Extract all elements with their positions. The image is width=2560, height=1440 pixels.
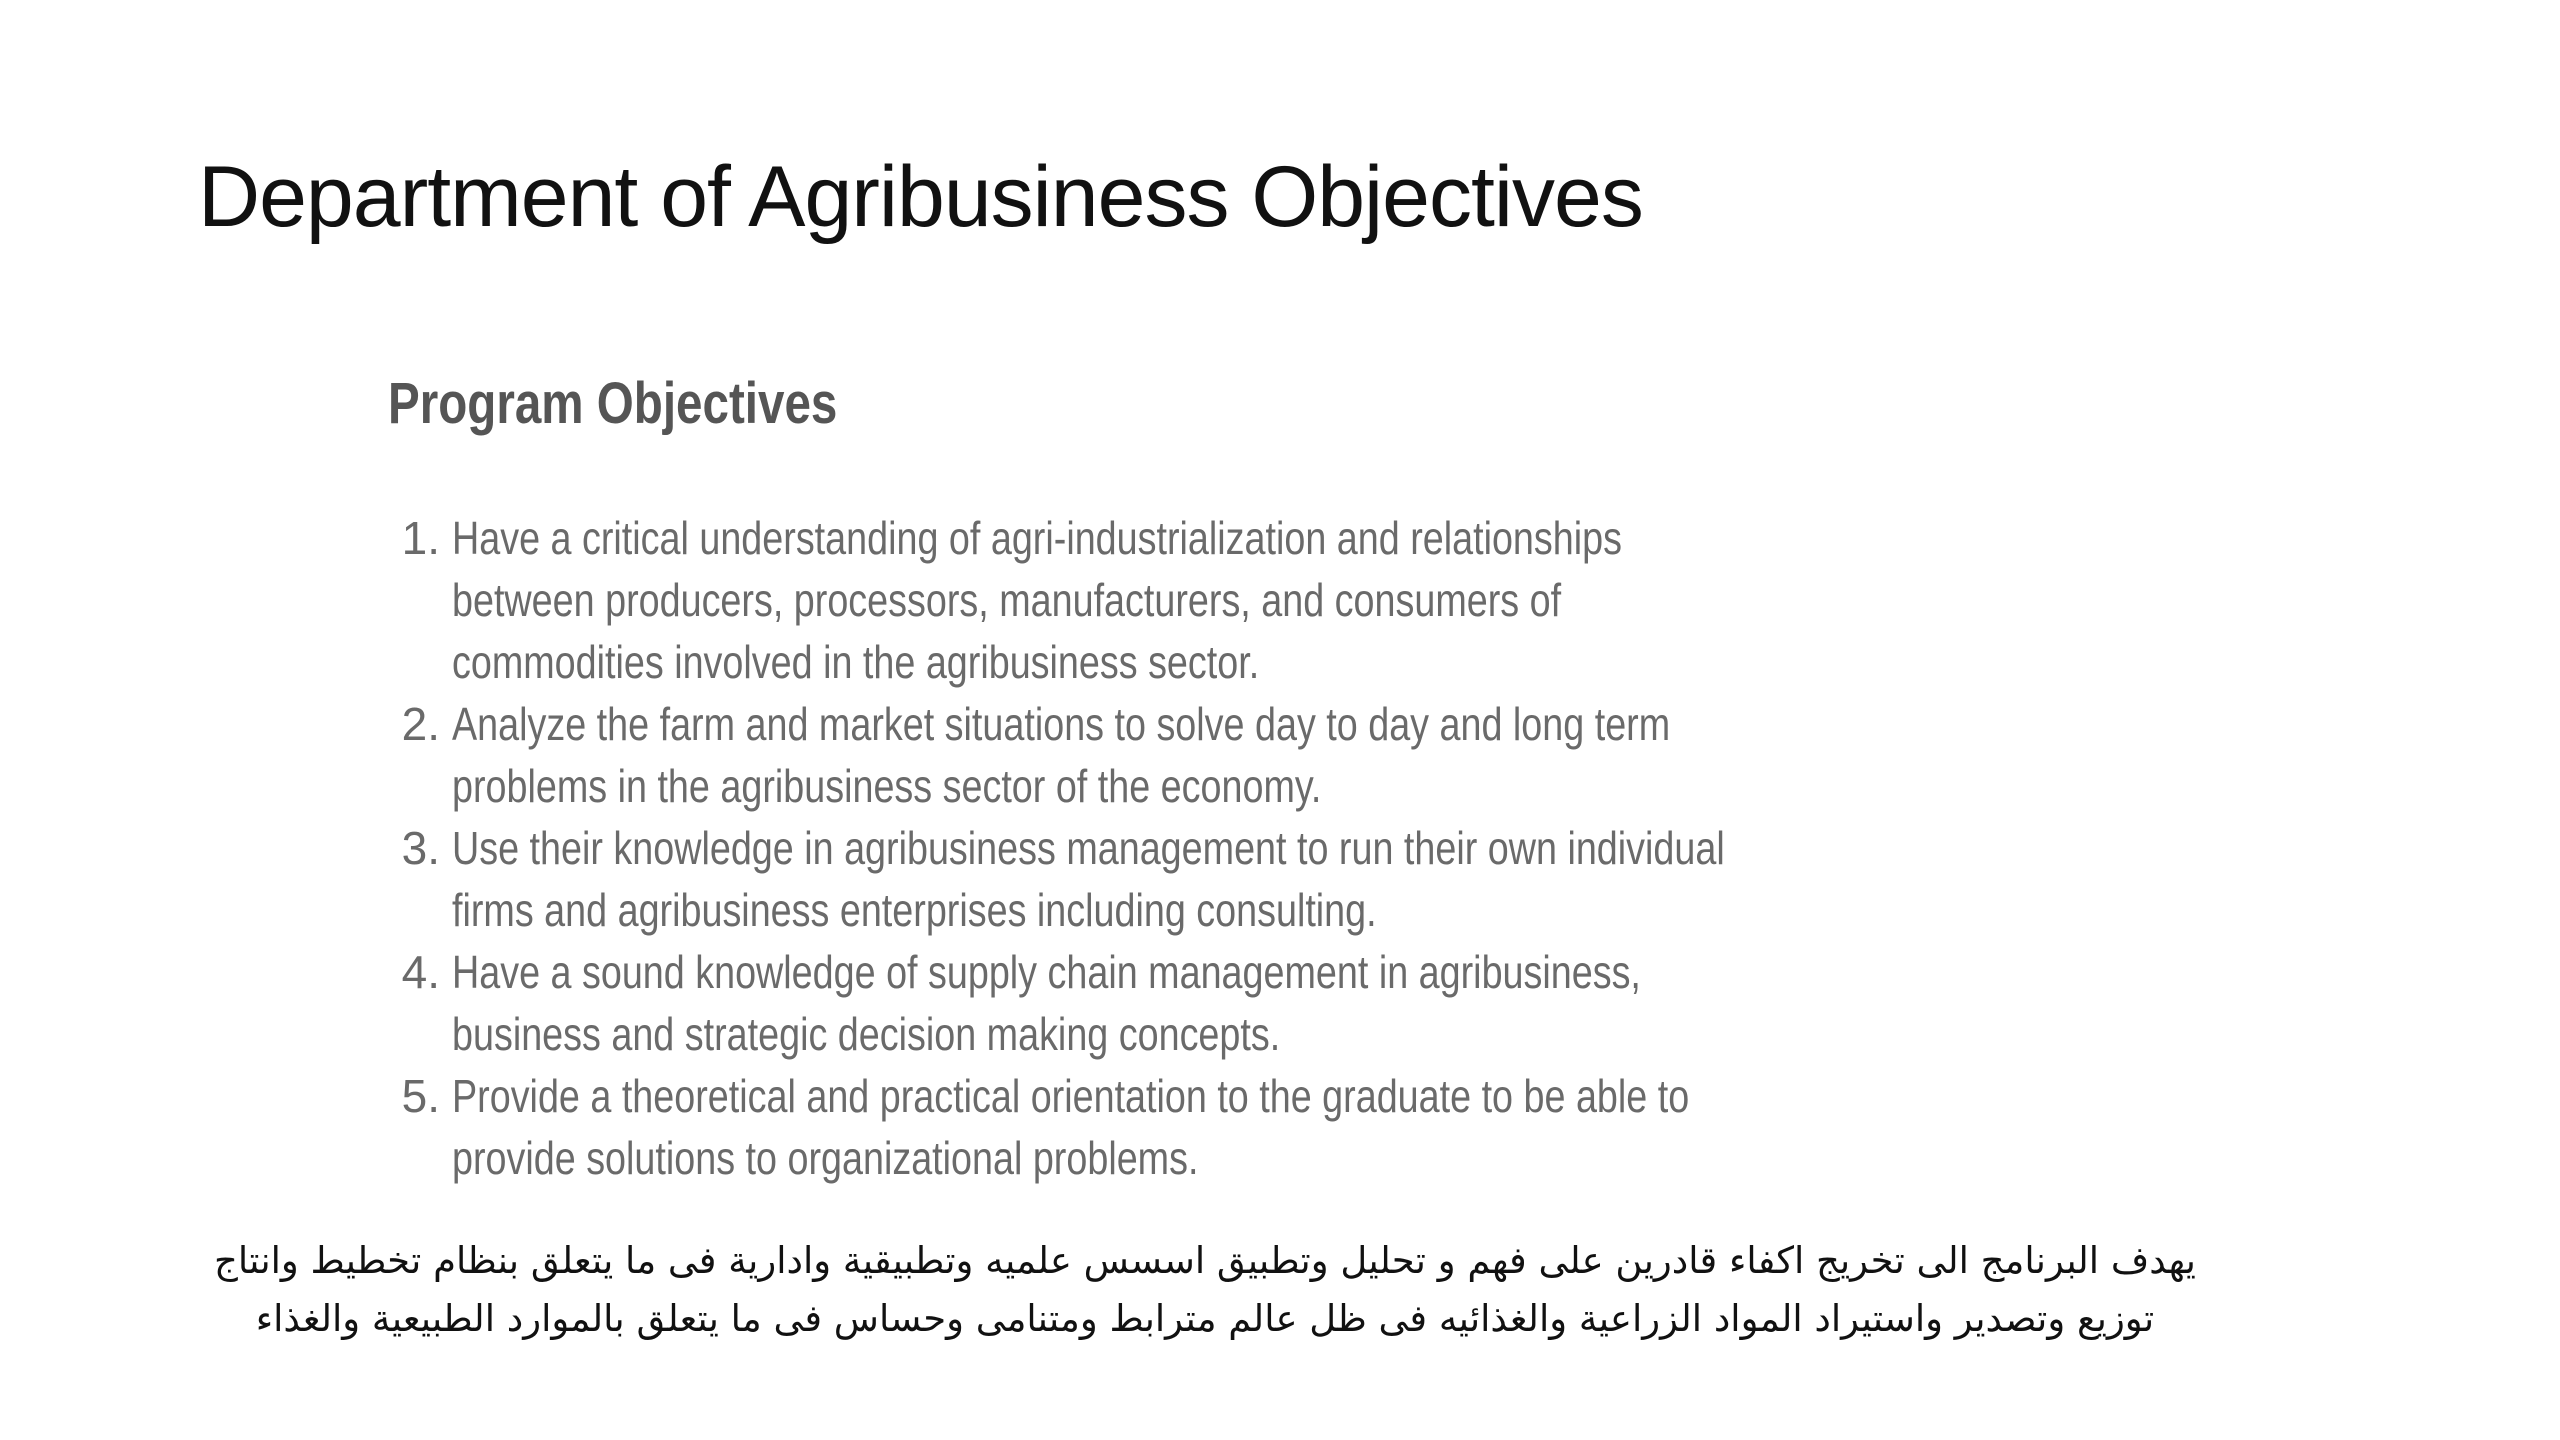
objective-number: 3. [401,822,440,874]
arabic-line: يهدف البرنامج الى تخريج اكفاء قادرين على فهم و تحليل وتطبيق اسسس علميه وتطبيقية وادارية فى ما يتعلق بنظام تخطيط وانتاج [214,1239,2196,1282]
slide-title: Department of Agribusiness Objectives [198,149,1643,245]
objective-text: Have a sound knowledge of supply chain management in agribusiness, business and strategic decision making concepts. [452,946,1641,1060]
objective-number: 2. [401,698,440,750]
arabic-description [180,1232,2230,1348]
objective-item [380,1065,2040,1189]
objective-item [380,507,2040,693]
objective-text: Use their knowledge in agribusiness management to run their own individual firms and agribusiness enterprises including consulting. [452,822,1725,936]
objective-item [380,941,2040,1065]
program-objectives-image [380,370,2040,1184]
objective-number: 1. [401,512,440,564]
objective-text: Have a critical understanding of agri-industrialization and relationships between producers, processors, manufacturers, and consumers of commodities involved in the agribusiness sector. [452,512,1622,688]
arabic-line: توزيع وتصدير واستيراد المواد الزراعية والغذائيه فى ظل عالم مترابط ومتنامى وحساس فى ما يتعلق بالموارد الطبيعية والغذاء [255,1297,2155,1340]
objective-number: 4. [401,946,440,998]
objective-number: 5. [401,1070,440,1122]
objective-text: Analyze the farm and market situations to solve day to day and long term problems in the agribusiness sector of the economy. [452,698,1671,812]
objective-item [380,817,2040,941]
objective-text: Provide a theoretical and practical orientation to the graduate to be able to provide solutions to organizational problems. [452,1070,1690,1184]
program-objectives-heading: Program Objectives [388,371,838,436]
objectives-list [380,507,2040,1189]
objective-item [380,693,2040,817]
